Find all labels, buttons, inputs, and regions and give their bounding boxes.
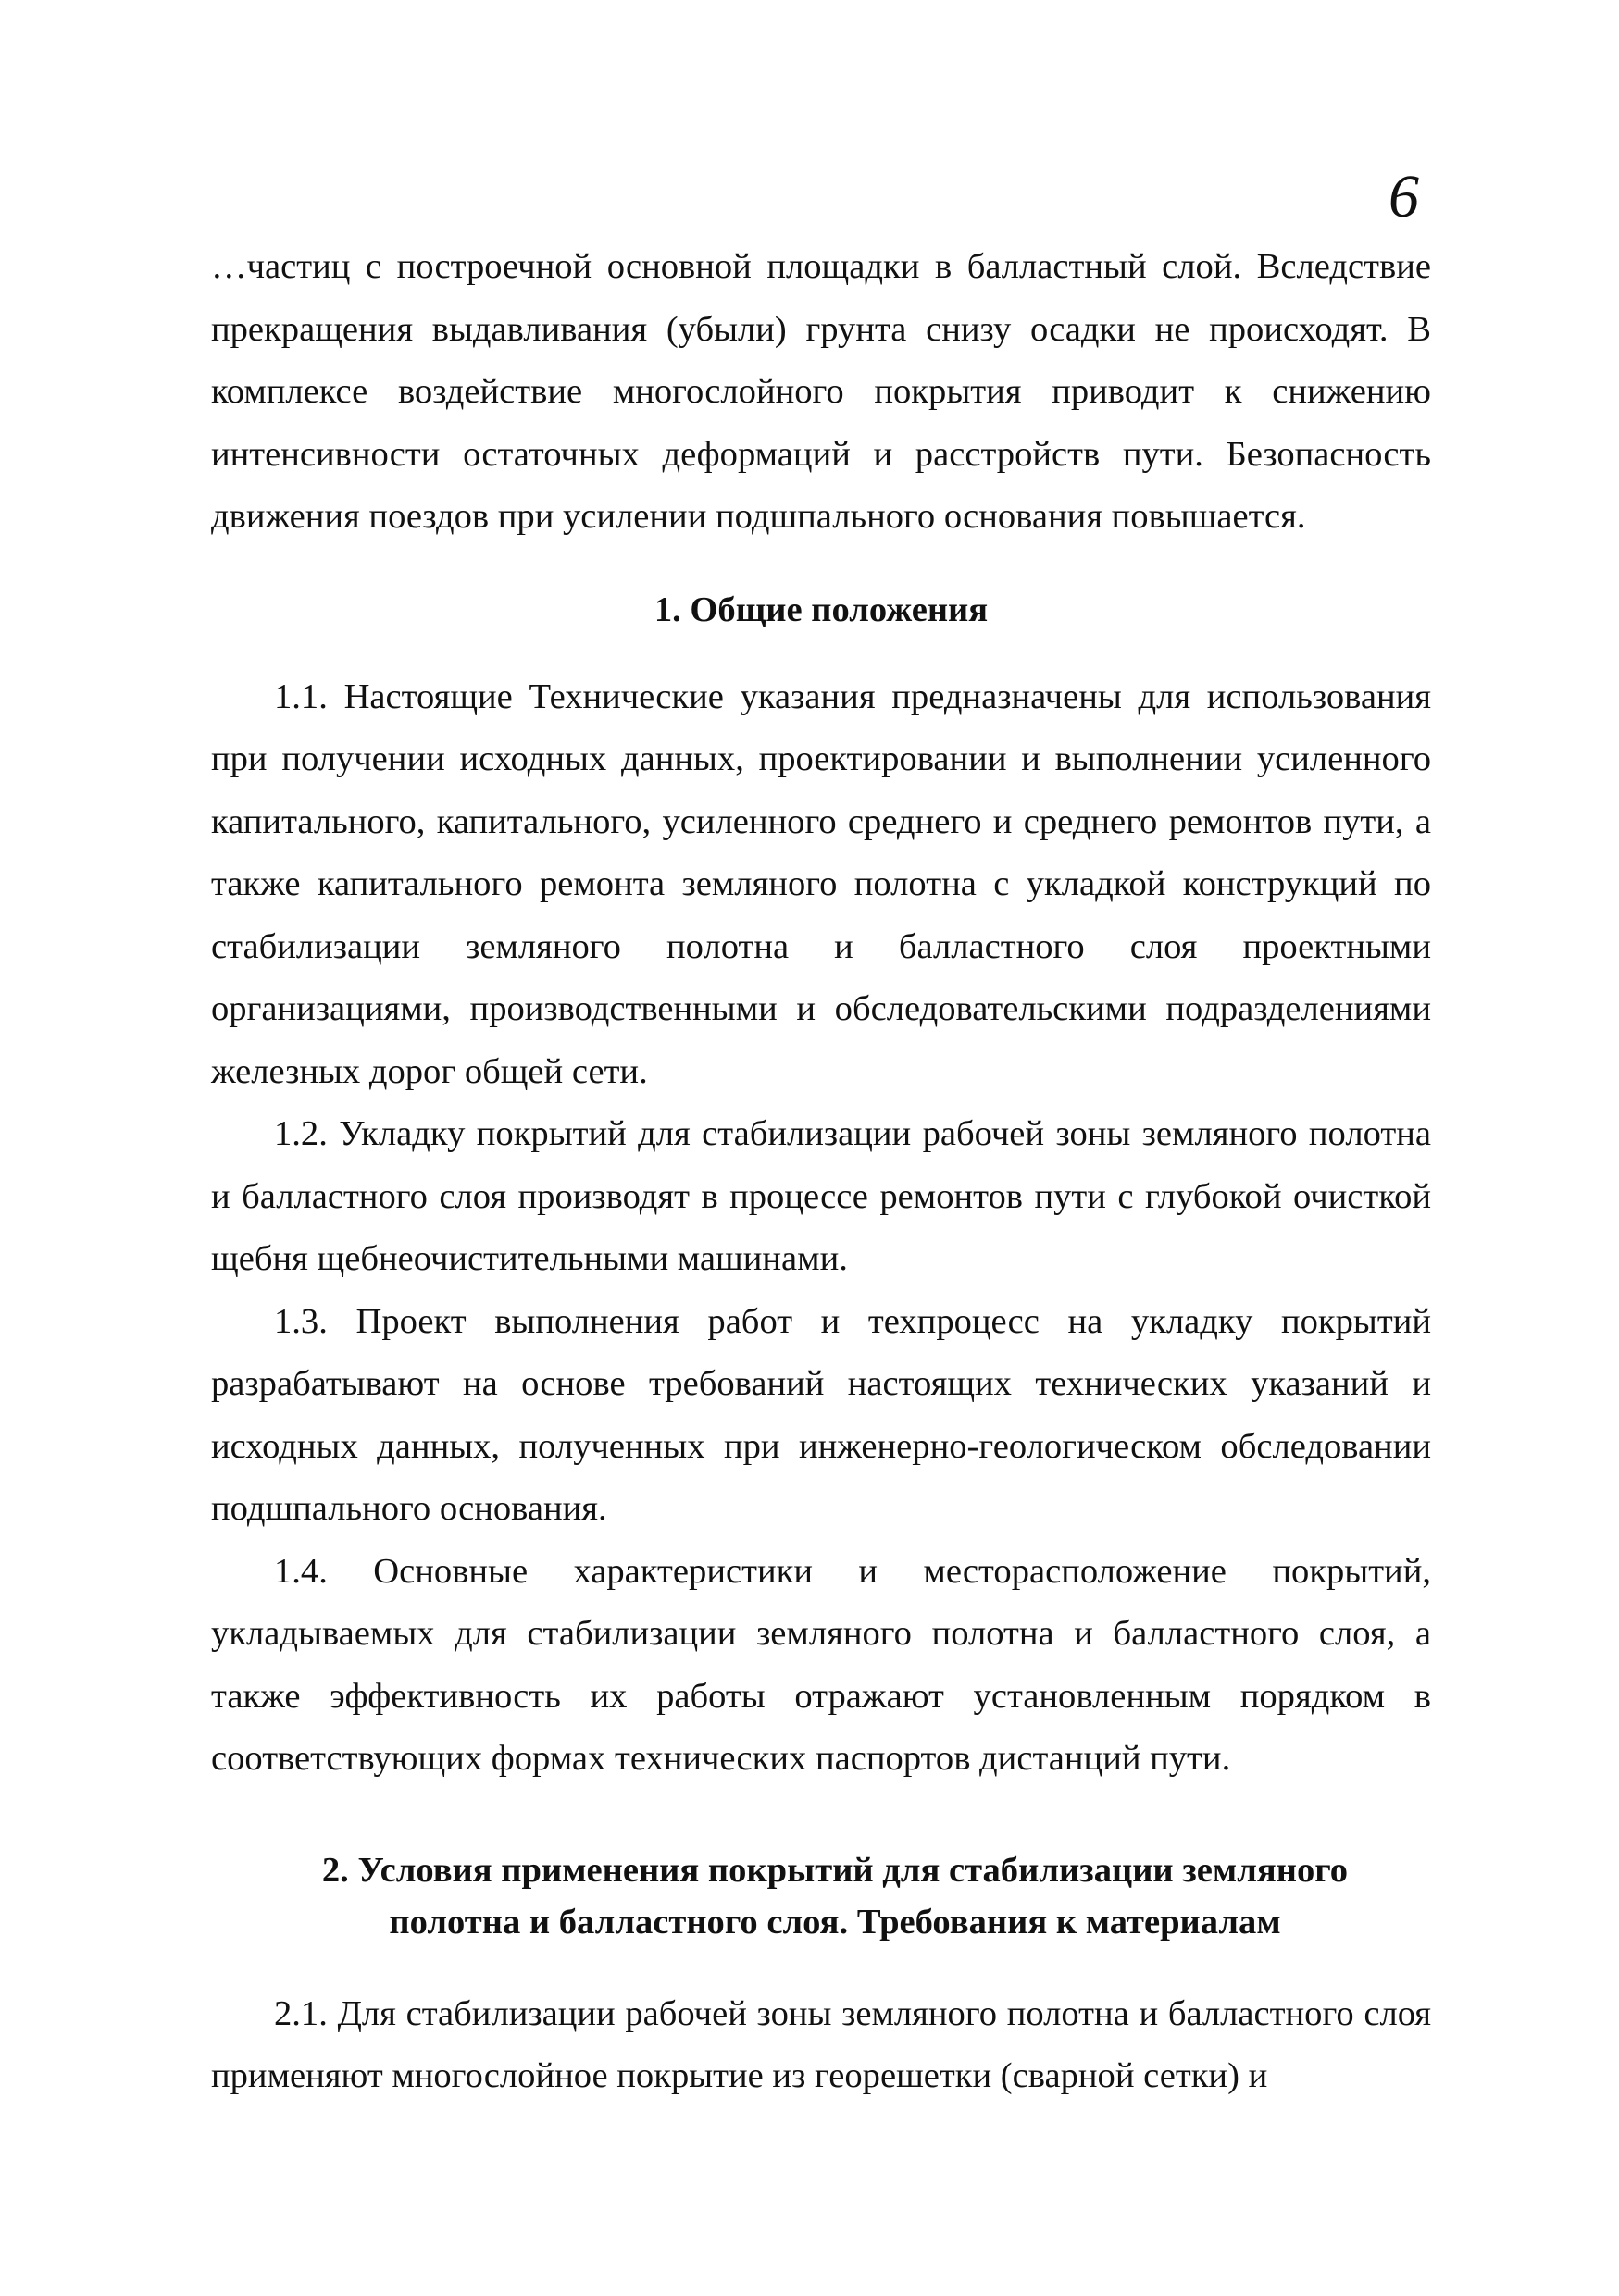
intro-paragraph: …частиц с построечной основной площадки в балластный слой. Вследствие прекращения выдавливания (убыли) грунта снизу осадки не происходят. В комплексе воздействие многослойного покрытия приводит к снижению интенсивности остаточных деформаций и расстройств пути. Безопасность движения поездов при усилении подшпального основания повышается. — [211, 247, 1431, 536]
paragraph-2-1: 2.1. Для стабилизации рабочей зоны земляного полотна и балластного слоя применяют многослойное покрытие из георешетки (сварной сетки) и — [211, 1993, 1431, 2095]
section-2-title-line-1: 2. Условия применения покрытий для стабилизации земляного — [321, 1850, 1349, 1890]
section-1-title: 1. Общие положения — [654, 590, 989, 629]
paragraph-1-4: 1.4. Основные характеристики и месторасположение покрытий, укладываемых для стабилизации земляного полотна и балластного слоя, а также эффективность их работы отражают установленным порядком в соответствующих формах технических паспортов дистанций пути. — [211, 1551, 1431, 1778]
section-2-title — [211, 1844, 1431, 1948]
paragraph-1-2: 1.2. Укладку покрытий для стабилизации рабочей зоны земляного полотна и балластного слоя производят в процессе ремонтов пути с глубокой очисткой щебня щебнеочистительными машинами. — [211, 1114, 1431, 1278]
page-number: 6 — [1389, 163, 1419, 230]
document-body — [211, 236, 1431, 2108]
section-2-title-line-2: полотна и балластного слоя. Требования к материалам — [389, 1902, 1281, 1942]
paragraph-1-3: 1.3. Проект выполнения работ и техпроцесс на укладку покрытий разрабатывают на основе требований настоящих технических указаний и исходных данных, полученных при инженерно-геологическом обследовании подшпального основания. — [211, 1301, 1431, 1528]
paragraph-1-1: 1.1. Настоящие Технические указания предназначены для использования при получении исходных данных, проектировании и выполнении усиленного капитального, капитального, усиленного среднего и среднего ремонтов пути, а также капитального ремонта земляного полотна с укладкой конструкций по стабилизации земляного полотна и балластного слоя проектными организациями, производственными и обследовательскими подразделениями железных дорог общей сети. — [211, 676, 1431, 1091]
